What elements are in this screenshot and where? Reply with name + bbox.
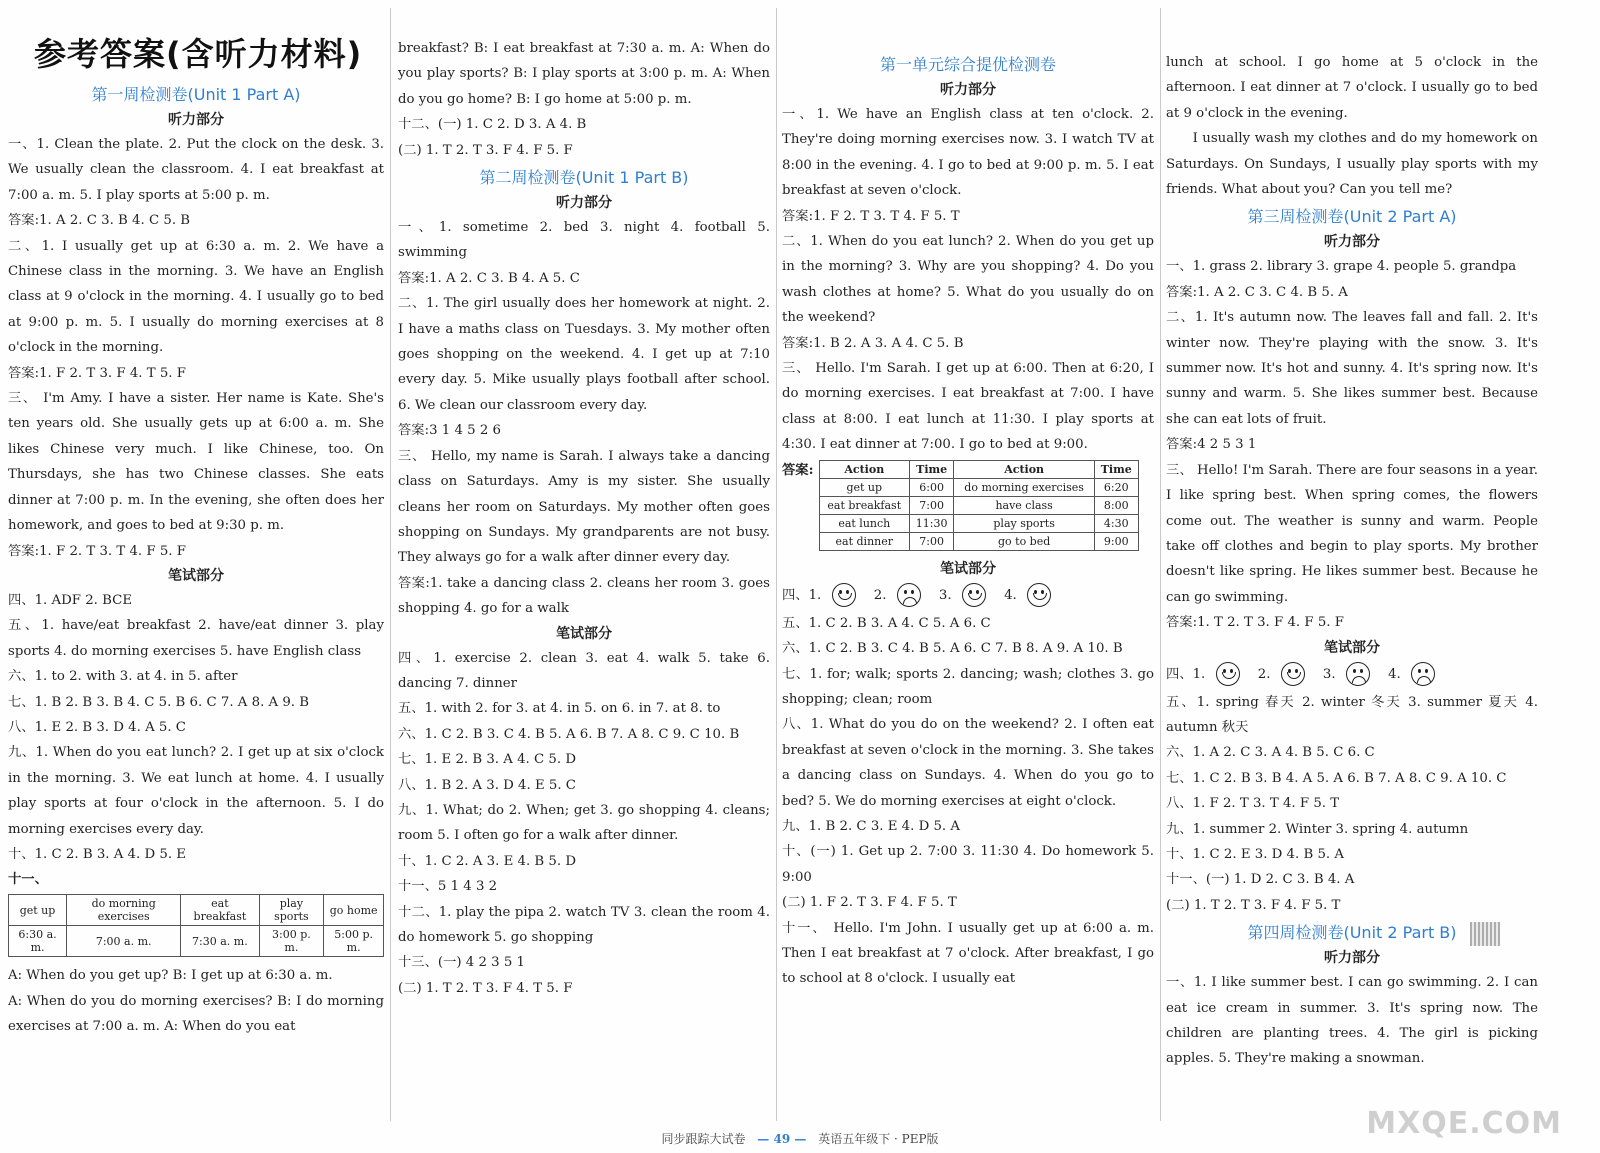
table-header-cell: get up [9, 895, 67, 926]
answer-line: (二) 1. T 2. T 3. F 4. F 5. T [1166, 897, 1341, 913]
answer-line: 八、1. F 2. T 3. T 4. F 5. T [1166, 796, 1340, 812]
column-4 [1166, 0, 1538, 1121]
table-label: 十一、 [8, 872, 48, 888]
answer-line: 三、 Hello. I'm Sarah. I get up at 6:00. Then at 6:20, I do morning exercises. I eat breakfast at 7:00. I have class at 8:00. I eat lunch at 11:30. I play sports at 4:30. I eat dinner at 7:00. I go to bed at 9:00. [782, 361, 1154, 453]
answer-line: 五、1. have/eat breakfast 2. have/eat dinner 3. play sports 4. do morning exercises 5. have English class [8, 618, 384, 659]
table-cell: do morning exercises [954, 478, 1095, 496]
answer-line: 十二、1. play the pipa 2. watch TV 3. clean the room 4. do homework 5. go shopping [398, 904, 770, 945]
answer-line: 七、1. for; walk; sports 2. dancing; wash; clothes 3. go shopping; clean; room [782, 666, 1154, 707]
answer-line: (二) 1. T 2. T 3. F 4. T 5. F [398, 980, 573, 996]
happy-face-icon [962, 583, 986, 607]
answer-line: A: When do you do morning exercises? B: I do morning exercises at 7:00 a. m. A: When do you eat [8, 993, 384, 1035]
table-cell: 7:00 [909, 496, 953, 514]
page-title: 参考答案(含听力材料) [34, 35, 363, 73]
section-title-week3: 第三周检测卷(Unit 2 Part A) [1247, 207, 1457, 227]
sad-face-icon [1346, 662, 1370, 686]
answer-line: 九、1. B 2. C 3. E 4. D 5. A [782, 818, 960, 834]
table-cell: 7:30 a. m. [181, 926, 259, 957]
table-cell: eat dinner [819, 532, 909, 550]
table-cell: 5:00 p. m. [324, 926, 384, 957]
answer-line: 六、1. to 2. with 3. at 4. in 5. after [8, 669, 238, 685]
answer-line: 九、1. What; do 2. When; get 3. go shopping 4. cleans; room 5. I often go for a walk after dinner. [398, 802, 770, 844]
subheading-written: 笔试部分 [556, 625, 612, 642]
answer-line: 答案:1. B 2. A 3. A 4. C 5. B [782, 335, 964, 351]
column-divider [776, 8, 777, 1121]
table-cell: have class [954, 496, 1095, 514]
faces-number: 3. [1322, 666, 1336, 682]
answer-line: 八、1. What do you do on the weekend? 2. I often eat breakfast at seven o'clock in the morning. 3. She takes a dancing class on Sundays. 4. When do you go to bed? 5. We do morning exercises at eight o'clock. [782, 717, 1154, 809]
answer-line: 三、 I'm Amy. I have a sister. Her name is Kate. She's ten years old. She usually gets up at 6:00 a. m. She likes Chinese very much. I like Chinese, too. On Thursdays, she has two Chinese classes. She eats dinner at 7:00 p. m. In the evening, she often does her homework, and goes to bed at 9:30 p. m. [8, 391, 384, 534]
happy-face-icon [1281, 662, 1305, 686]
answer-line: 六、1. C 2. B 3. C 4. B 5. A 6. C 7. B 8. A 9. A 10. B [782, 641, 1123, 657]
table-cell: 6:30 a. m. [9, 926, 67, 957]
table-header-cell: do morning exercises [67, 895, 181, 926]
answer-line: 四、1. exercise 2. clean 3. eat 4. walk 5. take 6. dancing 7. dinner [398, 650, 770, 691]
answer-line: 七、1. E 2. B 3. A 4. C 5. D [398, 752, 576, 768]
answer-line: breakfast? B: I eat breakfast at 7:30 a. m. A: When do you play sports? B: I play sports at 3:00 p. m. A: When do you go home? B: I go home at 5:00 p. m. [398, 41, 770, 107]
action-time-table [819, 460, 1139, 551]
answer-line: (二) 1. T 2. T 3. F 4. F 5. F [398, 142, 573, 158]
answer-line: 八、1. E 2. B 3. D 4. A 5. C [8, 719, 186, 735]
column-divider [1160, 8, 1161, 1121]
table-cell: 11:30 [909, 514, 953, 532]
faces-label: 四、1. [1166, 666, 1206, 682]
table-header-cell: go home [324, 895, 384, 926]
answer-line: 五、1. C 2. B 3. A 4. C 5. A 6. C [782, 615, 991, 631]
faces-row [1166, 660, 1538, 690]
answer-line: 二、1. When do you eat lunch? 2. When do you get up in the morning? 3. Why are you shopping? 4. Do you wash clothes at home? 5. What do you usually do on the weekend? [782, 234, 1154, 326]
happy-face-icon [1027, 583, 1051, 607]
page-number: — 49 — [757, 1132, 807, 1146]
subheading-listening: 听力部分 [1324, 950, 1380, 967]
table-label: 答案: [782, 462, 814, 478]
answer-line: 十三、(一) 4 2 3 5 1 [398, 955, 525, 971]
site-watermark: MXQE.COM [1366, 1106, 1562, 1141]
section-title-week4: 第四周检测卷(Unit 2 Part B) [1247, 923, 1457, 943]
answer-line: 七、1. B 2. B 3. B 4. C 5. B 6. C 7. A 8. A 9. B [8, 694, 310, 710]
answer-line: 答案:3 1 4 5 2 6 [398, 423, 501, 439]
schedule-table [8, 894, 384, 957]
section-title-week1: 第一周检测卷(Unit 1 Part A) [91, 85, 301, 104]
table-header-cell: eat breakfast [181, 895, 259, 926]
answer-line: 三、 Hello! I'm Sarah. There are four seasons in a year. I like spring best. When spring comes, the flowers come out. The weather is sunny and warm. People take off clothes and begin to play sports. My brother doesn't like spring. He likes summer best. Because he can go swimming. [1166, 462, 1538, 605]
table-cell: 6:20 [1094, 478, 1138, 496]
table-header-cell: Action [954, 460, 1095, 478]
subheading-listening: 听力部分 [556, 195, 612, 212]
table-header-cell: Time [909, 460, 953, 478]
answer-line: 答案:1. A 2. C 3. B 4. A 5. C [398, 270, 580, 286]
answer-line: 三、 Hello, my name is Sarah. I always take a dancing class on Saturdays. Amy is my sister. She usually cleans her room on Saturdays. My mother often goes shopping on Sundays. My grandparents are not busy. They always go for a walk after dinner every day. [398, 448, 770, 566]
faces-number: 2. [873, 587, 887, 603]
subheading-written: 笔试部分 [940, 560, 996, 577]
page-footer [0, 1130, 1600, 1147]
answer-line: 六、1. C 2. B 3. C 4. B 5. A 6. B 7. A 8. C 9. C 10. B [398, 726, 740, 742]
faces-number: 4. [1388, 666, 1401, 682]
sad-face-icon [897, 583, 921, 607]
answer-line: 答案:1. F 2. T 3. T 4. F 5. T [782, 208, 960, 224]
answer-line: 答案:1. take a dancing class 2. cleans her room 3. goes shopping 4. go for a walk [398, 575, 770, 617]
table-cell: eat breakfast [819, 496, 909, 514]
table-header-cell: Time [1094, 460, 1138, 478]
answer-line: 答案:1. A 2. C 3. C 4. B 5. A [1166, 284, 1348, 300]
table-cell: 7:00 [909, 532, 953, 550]
answer-line: (二) 1. F 2. T 3. F 4. F 5. T [782, 895, 957, 911]
answer-line: 五、1. with 2. for 3. at 4. in 5. on 6. in 7. at 8. to [398, 701, 721, 717]
table-cell: 7:00 a. m. [67, 926, 181, 957]
subheading-listening: 听力部分 [168, 112, 224, 128]
subheading-written: 笔试部分 [168, 567, 224, 584]
footer-book-title: 同步跟踪大试卷 [661, 1132, 746, 1146]
faces-number: 3. [938, 587, 952, 603]
answer-line: 答案:1. F 2. T 3. T 4. F 5. F [8, 543, 186, 559]
table-cell: 8:00 [1094, 496, 1138, 514]
table-block [782, 458, 1154, 557]
faces-number: 4. [1004, 587, 1017, 603]
answer-line: 一、1. sometime 2. bed 3. night 4. football 5. swimming [398, 220, 770, 261]
answer-line: 九、1. summer 2. Winter 3. spring 4. autumn [1166, 821, 1469, 837]
qr-code-icon [1470, 922, 1500, 946]
subheading-listening: 听力部分 [1324, 234, 1380, 251]
answer-line: 答案:1. T 2. T 3. F 4. F 5. F [1166, 615, 1344, 631]
subheading-listening: 听力部分 [940, 82, 996, 98]
answer-line: 七、1. C 2. B 3. B 4. A 5. A 6. B 7. A 8. C 9. A 10. C [1166, 770, 1507, 786]
section-title-week2: 第二周检测卷(Unit 1 Part B) [479, 168, 689, 188]
subheading-written: 笔试部分 [1324, 639, 1380, 656]
happy-face-icon [832, 583, 856, 607]
answer-line: 十二、(一) 1. C 2. D 3. A 4. B [398, 117, 587, 133]
answer-line: lunch at school. I go home at 5 o'clock in the afternoon. I eat dinner at 7 o'clock. I usually go to bed at 9 o'clock in the evening. [1166, 55, 1538, 121]
table-header-cell: play sports [259, 895, 324, 926]
column-divider [390, 8, 391, 1121]
answer-line: 二、1. The girl usually does her homework at night. 2. I have a maths class on Tuesdays. 3. My mother often goes shopping on the weekend. 4. I get up at 7:10 every day. 5. Mike usually plays football after school. 6. We clean our classroom every day. [398, 296, 770, 413]
column-2 [398, 0, 770, 1121]
section-title-unit1-test: 第一单元综合提优检测卷 [879, 55, 1056, 74]
table-cell: 3:00 p. m. [259, 926, 324, 957]
footer-subject: 英语五年级下 · PEP版 [818, 1132, 939, 1146]
table-cell: get up [819, 478, 909, 496]
answer-line: 答案:1. A 2. C 3. B 4. C 5. B [8, 213, 191, 229]
sad-face-icon [1411, 662, 1435, 686]
faces-number: 2. [1257, 666, 1271, 682]
answer-line: I usually wash my clothes and do my homework on Saturdays. On Sundays, I usually play sports with my friends. What about you? Can you tell me? [1166, 131, 1538, 198]
answer-line: A: When do you get up? B: I get up at 6:30 a. m. [8, 968, 333, 984]
faces-label: 四、1. [782, 587, 822, 603]
answer-line: 十一、 Hello. I'm John. I usually get up at 6:00 a. m. Then I eat breakfast at 7 o'clock. After breakfast, I go to school at 8 o'clock. I usually eat [782, 920, 1154, 987]
answer-line: 二、1. I usually get up at 6:30 a. m. 2. We have a Chinese class in the morning. 3. We have an English class at 9 o'clock in the morning. 4. I usually go to bed at 9:00 p. m. 5. I usually do morning exercises at 8 o'clock in the morning. [8, 238, 384, 356]
faces-row [782, 581, 1154, 611]
answer-line: 十、1. C 2. A 3. E 4. B 5. D [398, 853, 576, 869]
answer-line: 一、1. Clean the plate. 2. Put the clock on the desk. 3. We usually clean the classroom. 4. I eat breakfast at 7:00 a. m. 5. I play sports at 5:00 p. m. [8, 137, 384, 203]
answer-line: 二、1. It's autumn now. The leaves fall and fall. 2. It's winter now. They're playing with the snow. 3. It's summer now. It's hot and sunny. 4. It's spring now. It's sunny and warm. 5. She likes summer best. Because she can eat lots of fruit. [1166, 310, 1538, 427]
answer-line: 十一、5 1 4 3 2 [398, 879, 498, 895]
column-1 [8, 0, 384, 1121]
answer-line: 一、1. I like summer best. I can go swimming. 2. I can eat ice cream in summer. 3. It's spring now. The children are planting trees. 4. The girl is picking apples. 5. They're making a snowman. [1166, 975, 1538, 1067]
table-cell: 4:30 [1094, 514, 1138, 532]
table-cell: 6:00 [909, 478, 953, 496]
answer-line: 十、1. C 2. B 3. A 4. D 5. E [8, 846, 186, 862]
answer-line: 九、1. When do you eat lunch? 2. I get up at six o'clock in the morning. 3. We eat lunch at home. 4. I usually play sports at four o'clock in the afternoon. 5. I do morning exercises every day. [8, 745, 384, 837]
answer-line: 答案:1. F 2. T 3. F 4. T 5. F [8, 365, 186, 381]
table-cell: 9:00 [1094, 532, 1138, 550]
answer-line: 一、1. We have an English class at ten o'clock. 2. They're doing morning exercises now. 3. I watch TV at 8:00 in the evening. 4. I go to bed at 9:00 p. m. 5. I eat breakfast at seven o'clock. [782, 107, 1154, 199]
answer-line: 五、1. spring 春天 2. winter 冬天 3. summer 夏天 4. autumn 秋天 [1166, 694, 1538, 735]
answer-line: 四、1. ADF 2. BCE [8, 592, 133, 608]
column-3 [782, 0, 1154, 1121]
table-cell: go to bed [954, 532, 1095, 550]
table-block [8, 867, 384, 963]
table-header-cell: Action [819, 460, 909, 478]
answer-line: 八、1. B 2. A 3. D 4. E 5. C [398, 777, 576, 793]
table-cell: eat lunch [819, 514, 909, 532]
happy-face-icon [1216, 662, 1240, 686]
answer-line: 六、1. A 2. C 3. A 4. B 5. C 6. C [1166, 745, 1375, 761]
answer-line: 答案:4 2 5 3 1 [1166, 437, 1257, 453]
answer-line: 十一、(一) 1. D 2. C 3. B 4. A [1166, 872, 1355, 888]
answer-line: 十、(一) 1. Get up 2. 7:00 3. 11:30 4. Do homework 5. 9:00 [782, 844, 1154, 885]
answer-line: 一、1. grass 2. library 3. grape 4. people 5. grandpa [1166, 259, 1517, 275]
answer-line: 十、1. C 2. E 3. D 4. B 5. A [1166, 846, 1344, 862]
table-cell: play sports [954, 514, 1095, 532]
